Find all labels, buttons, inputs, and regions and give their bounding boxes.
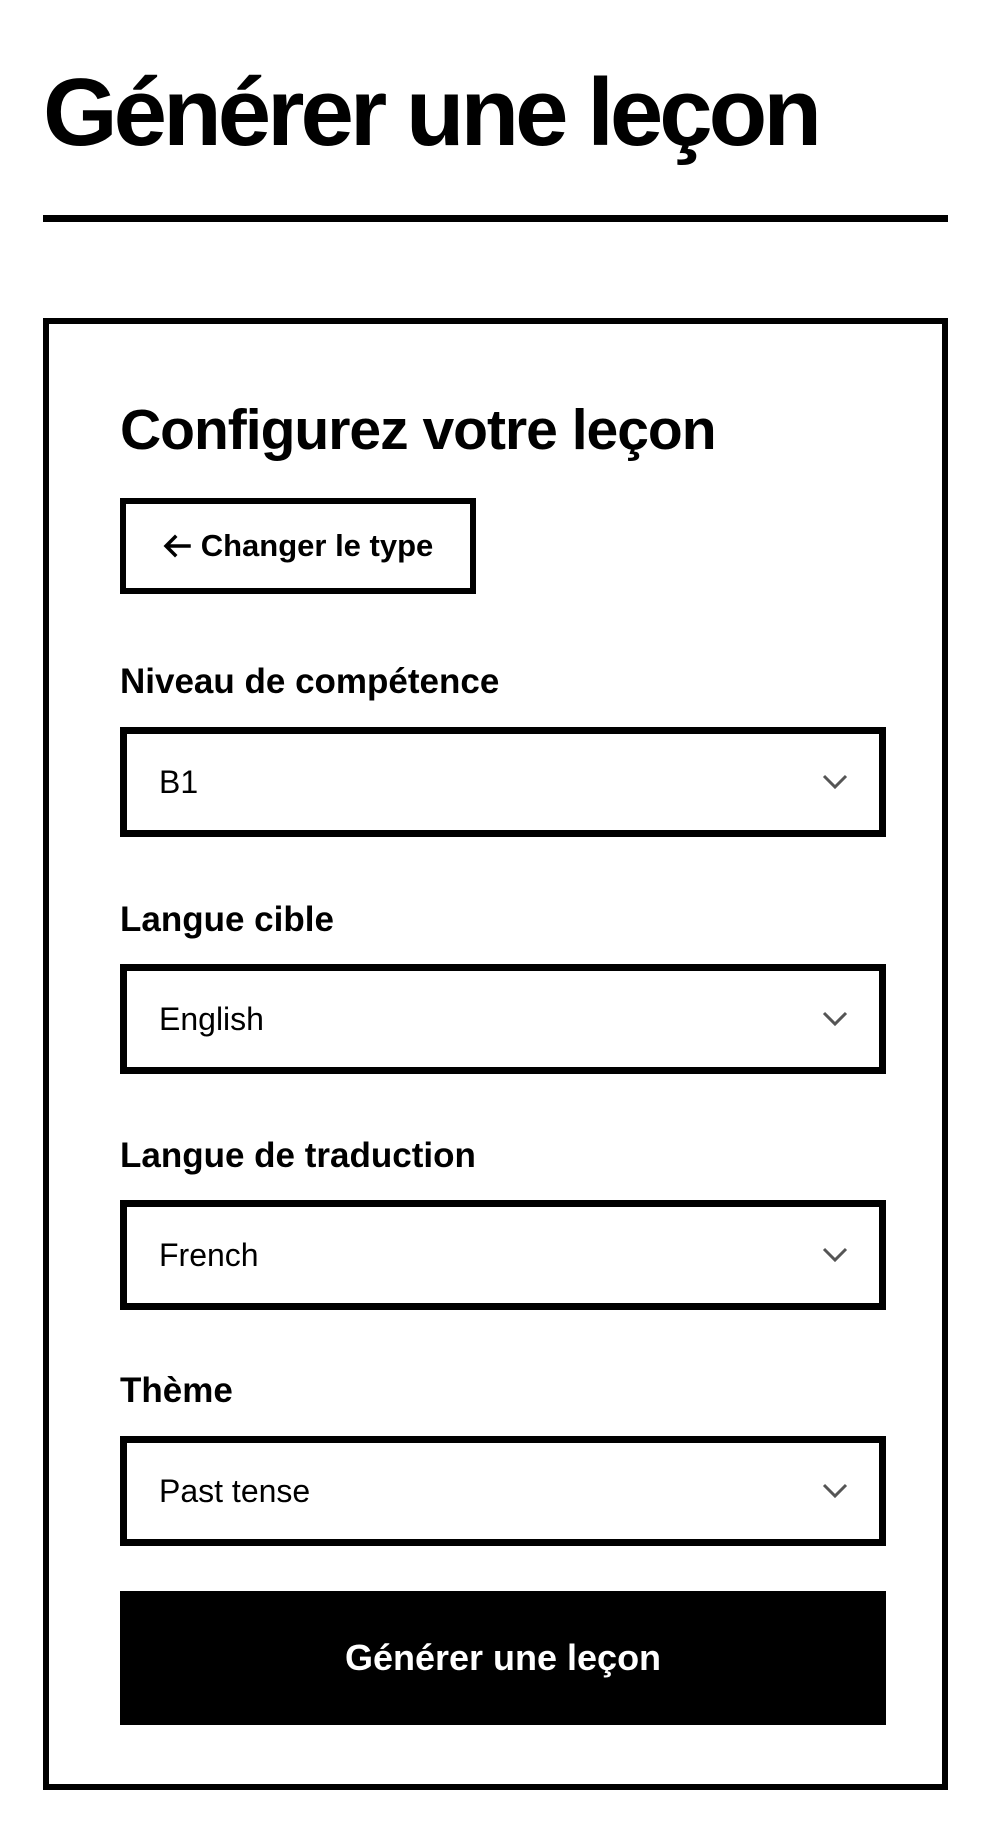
level-select[interactable]	[120, 727, 886, 837]
page-title: Générer une leçon	[43, 59, 818, 166]
arrow-left-icon	[163, 534, 191, 558]
title-divider	[43, 215, 948, 222]
chevron-down-icon	[821, 773, 849, 791]
level-label: Niveau de compétence	[120, 662, 500, 701]
theme-select[interactable]	[120, 1436, 886, 1546]
target-language-value: English	[159, 1001, 264, 1037]
chevron-down-icon	[821, 1010, 849, 1028]
theme-label: Thème	[120, 1371, 233, 1410]
card-title: Configurez votre leçon	[120, 398, 716, 462]
chevron-down-icon	[821, 1482, 849, 1500]
change-type-label: Changer le type	[200, 528, 434, 563]
generate-lesson-button[interactable]: Générer une leçon	[120, 1591, 886, 1725]
level-value: B1	[159, 764, 199, 800]
chevron-down-icon	[821, 1246, 849, 1264]
translation-language-value: French	[159, 1237, 259, 1273]
target-language-label: Langue cible	[120, 900, 334, 939]
theme-value: Past tense	[159, 1473, 311, 1509]
translation-language-select[interactable]	[120, 1200, 886, 1310]
change-type-button[interactable]	[120, 498, 476, 594]
translation-language-label: Langue de traduction	[120, 1136, 476, 1175]
target-language-select[interactable]	[120, 964, 886, 1074]
lesson-config-card	[43, 318, 948, 1790]
